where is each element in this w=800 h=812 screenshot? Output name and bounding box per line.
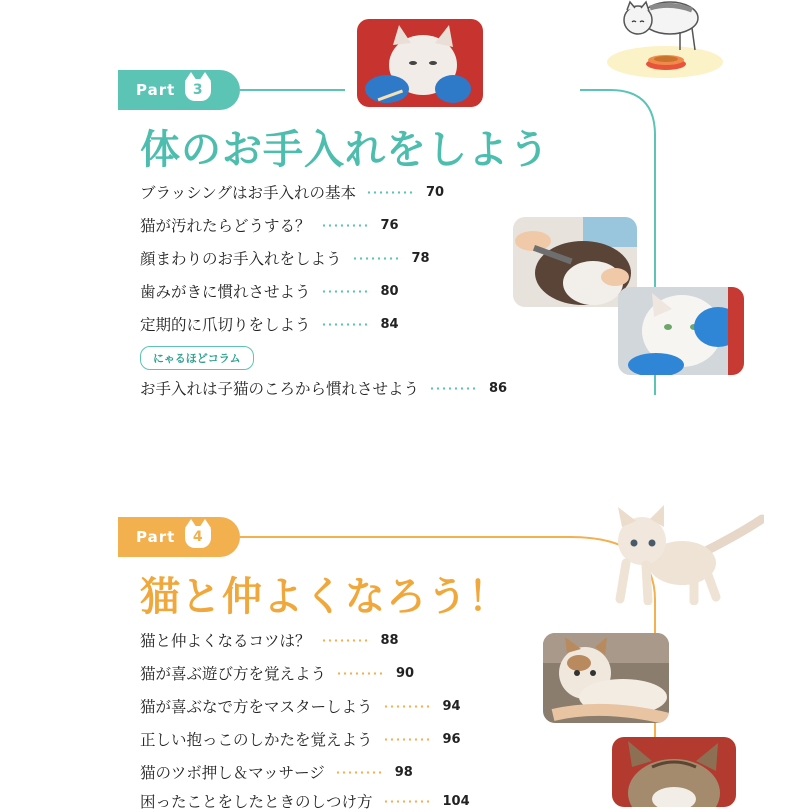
toc-entry-text: 歯みがきに慣れさせよう (140, 283, 311, 301)
leader-dots (321, 290, 371, 293)
toc-entry-page: 88 (380, 632, 399, 648)
toc-entry-page: 86 (489, 380, 508, 396)
leader-dots (336, 672, 386, 675)
toc-entry-text: 正しい抱っこのしかたを覚えよう (140, 731, 373, 749)
ear-cleaning-photo (357, 19, 483, 107)
part3-badge-label: Part (136, 81, 176, 99)
toc-entry-text: 定期的に爪切りをしよう (140, 316, 311, 334)
column-tag: にゃるほどコラム (140, 346, 254, 370)
toc-entry-text: 猫が喜ぶなで方をマスターしよう (140, 698, 373, 716)
leader-dots (429, 387, 479, 390)
toc-entry-text: 猫が喜ぶ遊び方を覚えよう (140, 665, 327, 683)
toc-entry[interactable] (140, 695, 461, 717)
toc-entry[interactable] (140, 629, 399, 651)
leader-dots (321, 323, 371, 326)
part3-badge (118, 70, 240, 110)
part4-badge (118, 517, 240, 557)
tabby-cat-photo (612, 737, 736, 807)
toc-entry[interactable] (140, 662, 414, 684)
cat-held-photo (543, 633, 669, 723)
part3-badge-number: 3 (192, 82, 204, 98)
cat-head-icon (185, 79, 211, 101)
tooth-brushing-photo (618, 287, 744, 375)
toc-entry-page: 78 (411, 250, 430, 266)
part4-title: 猫と仲よくなろう！ (140, 574, 509, 620)
leader-dots (335, 771, 385, 774)
toc-entry-text: お手入れは子猫のころから慣れさせよう (140, 380, 420, 398)
toc-entry[interactable] (140, 790, 470, 812)
toc-entry[interactable] (140, 181, 444, 203)
toc-entry-page: 104 (442, 793, 470, 809)
toc-entry-text: ブラッシングはお手入れの基本 (140, 184, 356, 202)
toc-entry-page: 84 (380, 316, 399, 332)
toc-entry[interactable] (140, 313, 399, 335)
toc-entry-page: 70 (426, 184, 445, 200)
toc-entry[interactable] (140, 247, 430, 269)
part4-badge-number: 4 (192, 529, 204, 545)
part3-title: 体のお手入れをしよう (140, 127, 550, 173)
toc-entry-page: 94 (442, 698, 461, 714)
toc-entry-text: 顔まわりのお手入れをしよう (140, 250, 342, 268)
toc-entry[interactable] (140, 728, 461, 750)
toc-entry-text: 猫が汚れたらどうする？ (140, 217, 311, 235)
toc-entry-page: 90 (396, 665, 415, 681)
toc-entry-page: 96 (442, 731, 461, 747)
toc-entry[interactable] (140, 761, 413, 783)
toc-entry[interactable] (140, 280, 399, 302)
toc-entry-page: 98 (394, 764, 413, 780)
cat-head-icon (185, 526, 211, 548)
toc-entry-text: 猫のツボ押し＆マッサージ (140, 764, 325, 782)
toc-entry-text: 困ったことをしたときのしつけ方 (140, 793, 373, 811)
leader-dots (383, 738, 433, 741)
toc-entry-text: 猫と仲よくなるコツは？ (140, 632, 311, 650)
leader-dots (366, 191, 416, 194)
toc-entry-page: 80 (380, 283, 399, 299)
leader-dots (352, 257, 402, 260)
toc-entry[interactable] (140, 377, 507, 399)
toc-entry[interactable] (140, 214, 399, 236)
kitten-photo (598, 505, 764, 605)
leader-dots (383, 705, 433, 708)
part4-badge-label: Part (136, 528, 176, 546)
leader-dots (321, 639, 371, 642)
cat-with-bowl-illustration (600, 0, 730, 82)
toc-entry-page: 76 (380, 217, 399, 233)
leader-dots (321, 224, 371, 227)
